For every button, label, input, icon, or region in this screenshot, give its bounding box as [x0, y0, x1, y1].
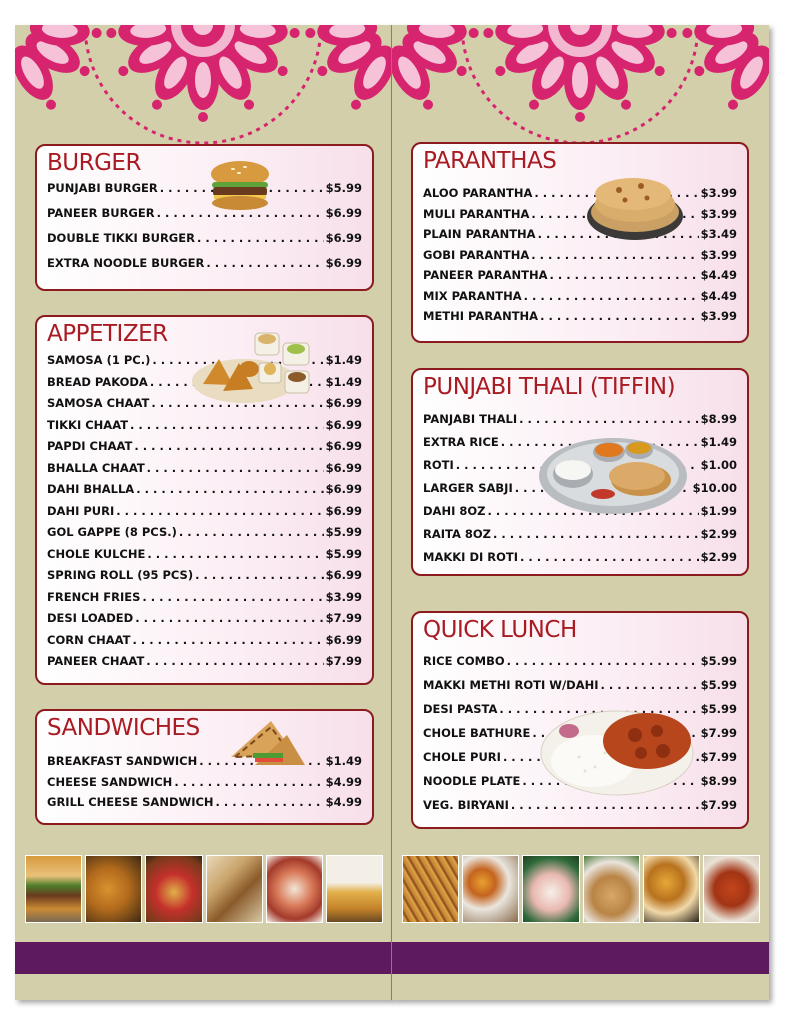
menu-item: PAPDI CHAAT . . . $6.99	[47, 439, 362, 461]
menu-item: SAMOSA (1 PC.) . . . $1.49	[47, 353, 362, 375]
menu-item: DESI LOADED . . . $7.99	[47, 611, 362, 633]
photo-strip-left	[25, 855, 383, 923]
paranthas-section	[411, 142, 749, 343]
menu-item: CHOLE BATHURE . . . $7.99	[423, 726, 737, 750]
quick-lunch-title: QUICK LUNCH	[423, 617, 577, 643]
parantha-plate-image	[585, 164, 685, 244]
menu-item: DAHI 8OZ . . . $1.99	[423, 504, 737, 527]
dal-rice-photo	[326, 855, 383, 923]
menu-item: METHI PARANTHA . . . $3.99	[423, 309, 737, 330]
menu-item: LARGER SABJI . . . $10.00	[423, 481, 737, 504]
burger-section	[35, 144, 374, 291]
thali-title: PUNJABI THALI (TIFFIN)	[423, 374, 676, 400]
menu-item: MULI PARANTHA . . . $3.99	[423, 207, 737, 228]
burger-photo	[25, 855, 82, 923]
menu-item: ALOO PARANTHA . . . $3.99	[423, 186, 737, 207]
menu-item: MAKKI DI ROTI . . . $2.99	[423, 550, 737, 573]
burger-image	[209, 160, 271, 212]
appetizer-section	[35, 315, 374, 685]
menu-item: BREAD PAKODA . . . $1.49	[47, 375, 362, 397]
menu-item: BHALLA CHAAT . . . $6.99	[47, 461, 362, 483]
menu-item: TIKKI CHAAT . . . $6.99	[47, 418, 362, 440]
sandwiches-title: SANDWICHES	[47, 715, 200, 741]
menu-item: DAHI BHALLA . . . $6.99	[47, 482, 362, 504]
samosa-photo	[85, 855, 142, 923]
menu-item: CHOLE PURI . . . $7.99	[423, 750, 737, 774]
menu-item: DAHI PURI . . . $6.99	[47, 504, 362, 526]
menu-item: CORN CHAAT . . . $6.99	[47, 633, 362, 655]
thali-plate-image	[537, 428, 689, 520]
menu-item: NOODLE PLATE . . . $8.99	[423, 774, 737, 798]
menu-page-left	[15, 25, 392, 1000]
mandala-decoration-right	[392, 25, 769, 150]
photo-strip-right	[402, 855, 760, 923]
menu-item: ROTI . . . $1.00	[423, 458, 737, 481]
menu-item: EXTRA RICE . . . $1.49	[423, 435, 737, 458]
menu-item: RICE COMBO . . . $5.99	[423, 654, 737, 678]
menu-item: BREAKFAST SANDWICH . . . $1.49	[47, 754, 362, 775]
menu-item: PANEER PARANTHA . . . $4.49	[423, 268, 737, 289]
menu-item: GOL GAPPE (8 PCS.) . . . $5.99	[47, 525, 362, 547]
menu-item: PANEER BURGER . . . $6.99	[47, 206, 362, 231]
sandwiches-section	[35, 709, 374, 825]
noodles-photo	[402, 855, 459, 923]
menu-item: PUNJABI BURGER . . . $5.99	[47, 181, 362, 206]
menu-item: MAKKI METHI ROTI W/DAHI . . . $5.99	[423, 678, 737, 702]
menu-item: CHOLE KULCHE . . . $5.99	[47, 547, 362, 569]
menu-item: PANJABI THALI . . . $8.99	[423, 412, 737, 435]
menu-item: EXTRA NOODLE BURGER . . . $6.99	[47, 256, 362, 281]
menu-page-right	[392, 25, 769, 1000]
menu-item: PLAIN PARANTHA . . . $3.49	[423, 227, 737, 248]
dahi-puri-photo	[522, 855, 579, 923]
appetizer-title: APPETIZER	[47, 321, 168, 347]
rice-and-curry-image	[539, 707, 695, 797]
menu-item: GOBI PARANTHA . . . $3.99	[423, 248, 737, 269]
burger-title: BURGER	[47, 150, 141, 176]
menu-item: GRILL CHEESE SANDWICH . . . $4.99	[47, 795, 362, 816]
footer-band-left	[15, 942, 392, 974]
menu-item: CHEESE SANDWICH . . . $4.99	[47, 775, 362, 796]
menu-item: FRENCH FRIES . . . $3.99	[47, 590, 362, 612]
menu-item: MIX PARANTHA . . . $4.49	[423, 289, 737, 310]
thali-photo	[462, 855, 519, 923]
manchurian-photo	[703, 855, 760, 923]
samosa-platter-image	[189, 329, 315, 407]
menu-item: DOUBLE TIKKI BURGER . . . $6.99	[47, 231, 362, 256]
mandala-decoration-left	[15, 25, 392, 150]
thali-section	[411, 368, 749, 576]
parantha-photo	[583, 855, 640, 923]
paranthas-title: PARANTHAS	[423, 148, 557, 174]
menu-item: DESI PASTA . . . $5.99	[423, 702, 737, 726]
menu-item: SAMOSA CHAAT . . . $6.99	[47, 396, 362, 418]
grilled-sandwich-image	[225, 715, 307, 771]
menu-item: RAITA 8OZ . . . $2.99	[423, 527, 737, 550]
chole-puri-photo	[643, 855, 700, 923]
papdi-chaat-photo	[266, 855, 323, 923]
menu-item: SPRING ROLL (95 PCS) . . . $6.99	[47, 568, 362, 590]
chaat-photo	[145, 855, 202, 923]
menu-item: PANEER CHAAT . . . $7.99	[47, 654, 362, 676]
quick-lunch-section	[411, 611, 749, 829]
chole-kulche-photo	[206, 855, 263, 923]
footer-band-right	[392, 942, 769, 974]
menu-item: VEG. BIRYANI . . . $7.99	[423, 798, 737, 822]
